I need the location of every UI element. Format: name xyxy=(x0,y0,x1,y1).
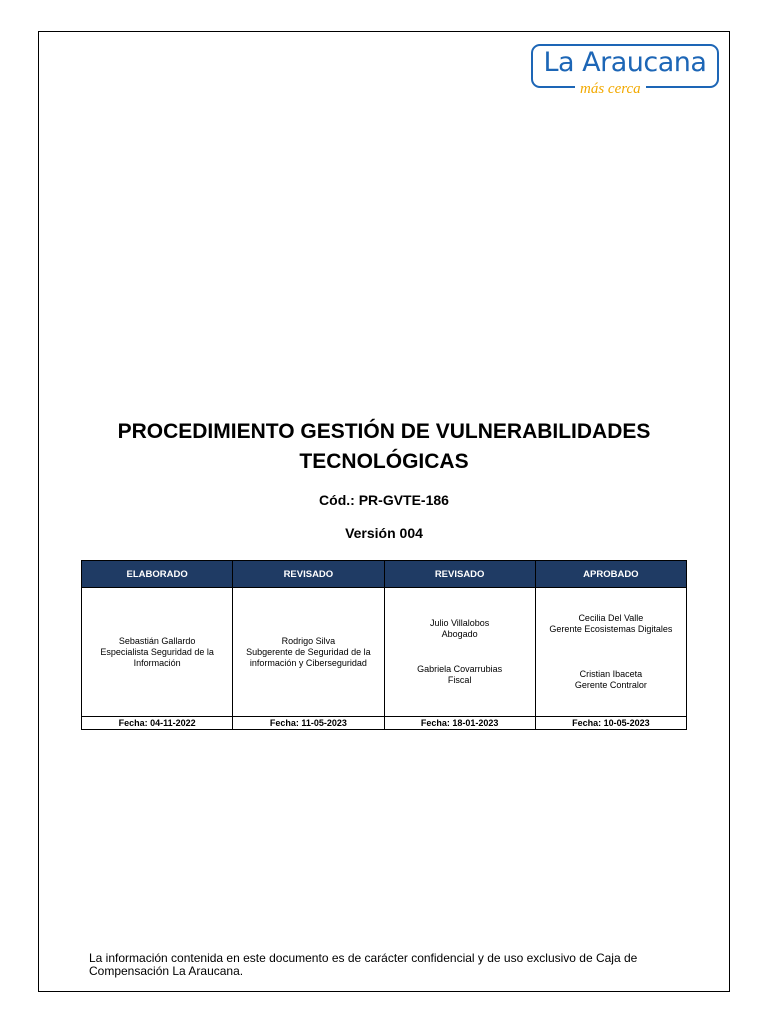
document-version: Versión 004 xyxy=(345,525,423,541)
aprobado-name-1: Cecilia Del Valle xyxy=(578,613,644,623)
elaborado-role-line-2: Información xyxy=(133,657,181,668)
date-revisado-1: Fecha: 11-05-2023 xyxy=(233,717,384,730)
aprobado-cell xyxy=(535,588,686,717)
revisado-2-name-2: Gabriela Covarrubias xyxy=(417,664,503,674)
footer-line-2: Compensación La Araucana. xyxy=(89,964,244,978)
logo-tagline: más cerca xyxy=(575,82,646,96)
aprobado-name-2: Cristian Ibaceta xyxy=(579,669,643,679)
la-araucana-logo xyxy=(531,44,721,102)
logo-name: La Araucana xyxy=(543,47,707,78)
revisado-2-role-2: Fiscal xyxy=(447,675,472,685)
header-elaborado: ELABORADO xyxy=(82,561,233,588)
revisado-2-name-1: Julio Villalobos xyxy=(429,618,490,628)
approval-header-row xyxy=(82,561,687,588)
date-aprobado: Fecha: 10-05-2023 xyxy=(535,717,686,730)
revisado-1-name: Rodrigo Silva xyxy=(281,635,336,646)
document-title xyxy=(60,417,708,477)
approval-body-row xyxy=(82,588,687,717)
elaborado-cell xyxy=(82,588,233,717)
elaborado-name: Sebastián Gallardo xyxy=(118,635,196,646)
footer-line-1: La información contenida en este documento es de carácter confidencial y de uso exclusivo de Caja de xyxy=(89,951,638,965)
title-line-2: TECNOLÓGICAS xyxy=(299,450,469,473)
header-aprobado: APROBADO xyxy=(535,561,686,588)
header-revisado-1: REVISADO xyxy=(233,561,384,588)
page-border xyxy=(38,31,730,992)
confidentiality-notice xyxy=(89,952,689,978)
aprobado-role-1: Gerente Ecosistemas Digitales xyxy=(549,624,673,634)
elaborado-role-line-1: Especialista Seguridad de la xyxy=(100,646,214,657)
title-line-1: PROCEDIMIENTO GESTIÓN DE VULNERABILIDADES xyxy=(117,420,651,443)
approval-table xyxy=(81,560,687,730)
revisado-2-cell xyxy=(384,588,535,717)
aprobado-role-2: Gerente Contralor xyxy=(574,680,647,690)
revisado-1-cell xyxy=(233,588,384,717)
date-revisado-2: Fecha: 18-01-2023 xyxy=(384,717,535,730)
revisado-2-role-1: Abogado xyxy=(441,629,478,639)
revisado-1-role-line-2: información y Ciberseguridad xyxy=(249,657,367,668)
date-elaborado: Fecha: 04-11-2022 xyxy=(82,717,233,730)
revisado-1-role-line-1: Subgerente de Seguridad de la xyxy=(246,646,371,657)
approval-date-row xyxy=(82,717,687,730)
header-revisado-2: REVISADO xyxy=(384,561,535,588)
document-code: Cód.: PR-GVTE-186 xyxy=(319,492,449,508)
